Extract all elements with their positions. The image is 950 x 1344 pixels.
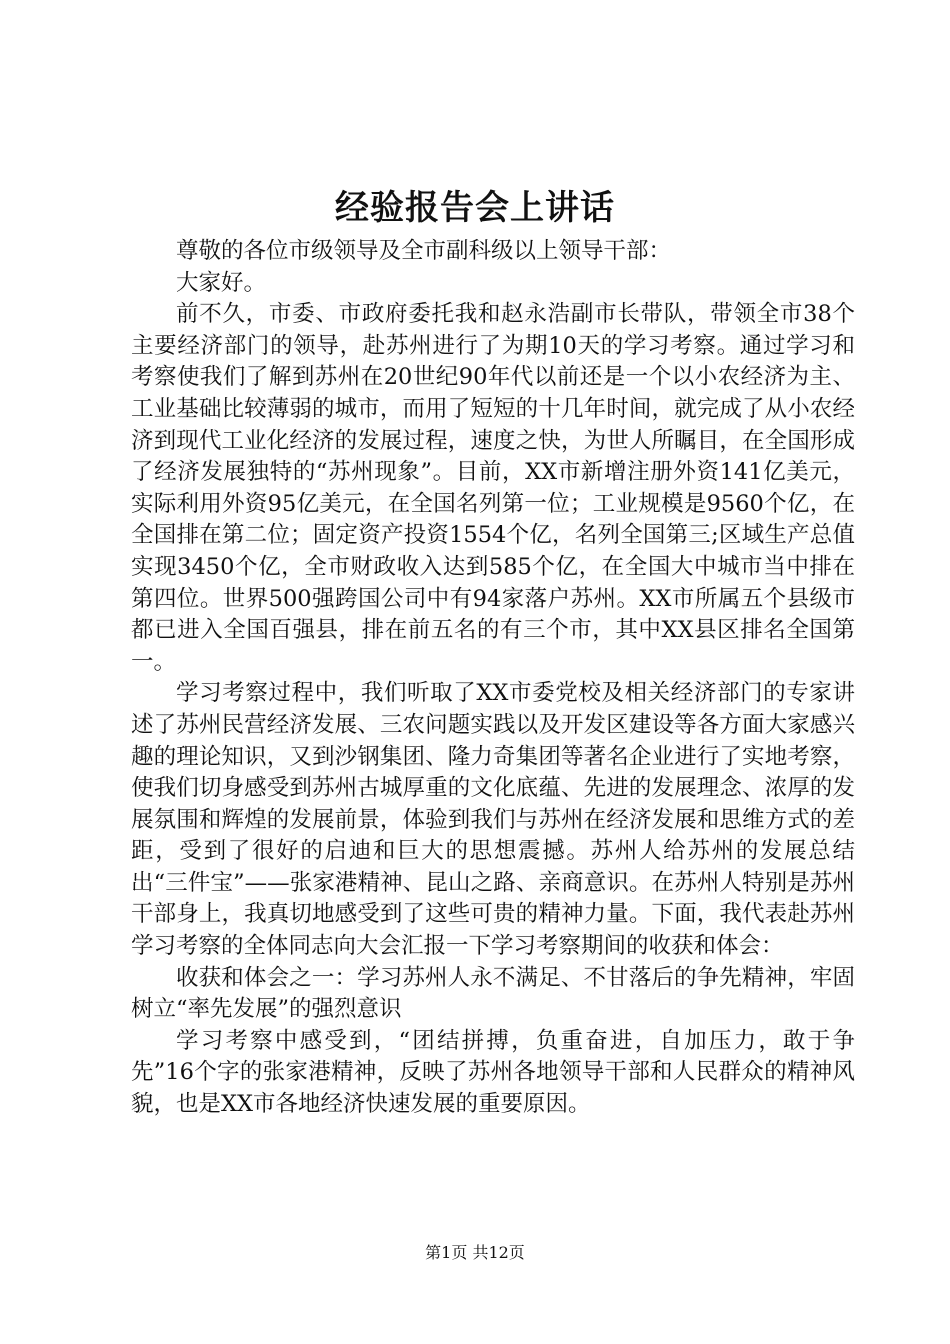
greeting-paragraph: 大家好。 xyxy=(176,269,267,296)
page-footer: 第1页 共12页 xyxy=(425,1243,525,1262)
body-paragraph: 学习考察中感受到，“团结拼搏，负重奋进，自加压力，敢于争先”16个字的张家港精神，反映了苏州各地领导干部和人民群众的精神风貌，也是XX市各地经济快速发展的重要原因。 xyxy=(131,1027,855,1118)
document-title: 经验报告会上讲话 xyxy=(335,188,615,228)
document-body xyxy=(131,236,855,1121)
salutation-paragraph: 尊敬的各位市级领导及全市副科级以上领导干部： xyxy=(176,238,672,264)
body-paragraph: 学习考察过程中，我们听取了XX市委党校及相关经济部门的专家讲述了苏州民营经济发展、三农问题实践以及开发区建设等各方面大家感兴趣的理论知识，又到沙钢集团、隆力奇集团等著名企业进行了实地考察，使我们切身感受到苏州古城厚重的文化底蕴、先进的发展理念、浓厚的发展氛围和辉煌的发展前景，体验到我们与苏州在经济发展和思维方式的差距，受到了很好的启迪和巨大的思想震撼。苏州人给苏州的发展总结出“三件宝”——张家港精神、昆山之路、亲商意识。在苏州人特别是苏州干部身上，我真切地感受到了这些可贵的精神力量。下面，我代表赴苏州学习考察的全体同志向大会汇报一下学习考察期间的收获和体会： xyxy=(131,680,855,960)
section-heading-paragraph: 收获和体会之一：学习苏州人永不满足、不甘落后的争先精神，牢固树立“率先发展”的强烈意识 xyxy=(131,964,855,1023)
body-paragraph: 前不久，市委、市政府委托我和赵永浩副市长带队，带领全市38个主要经济部门的领导，赴苏州进行了为期10天的学习考察。通过学习和考察使我们了解到苏州在20世纪90年代以前还是一个以小农经济为主、工业基础比较薄弱的城市，而用了短短的十几年时间，就完成了从小农经济到现代工业化经济的发展过程，速度之快，为世人所瞩目，在全国形成了经济发展独特的“苏州现象”。目前，XX市新增注册外资141亿美元，实际利用外资95亿美元，在全国名列第一位；工业规模是9560个亿，在全国排在第二位；固定资产投资1554个亿，名列全国第三;区域生产总值实现3450个亿，全市财政收入达到585个亿，在全国大中城市当中排在第四位。世界500强跨国公司中有94家落户苏州。XX市所属五个县级市都已进入全国百强县，排在前五名的有三个市，其中XX县区排名全国第一。 xyxy=(131,301,855,675)
